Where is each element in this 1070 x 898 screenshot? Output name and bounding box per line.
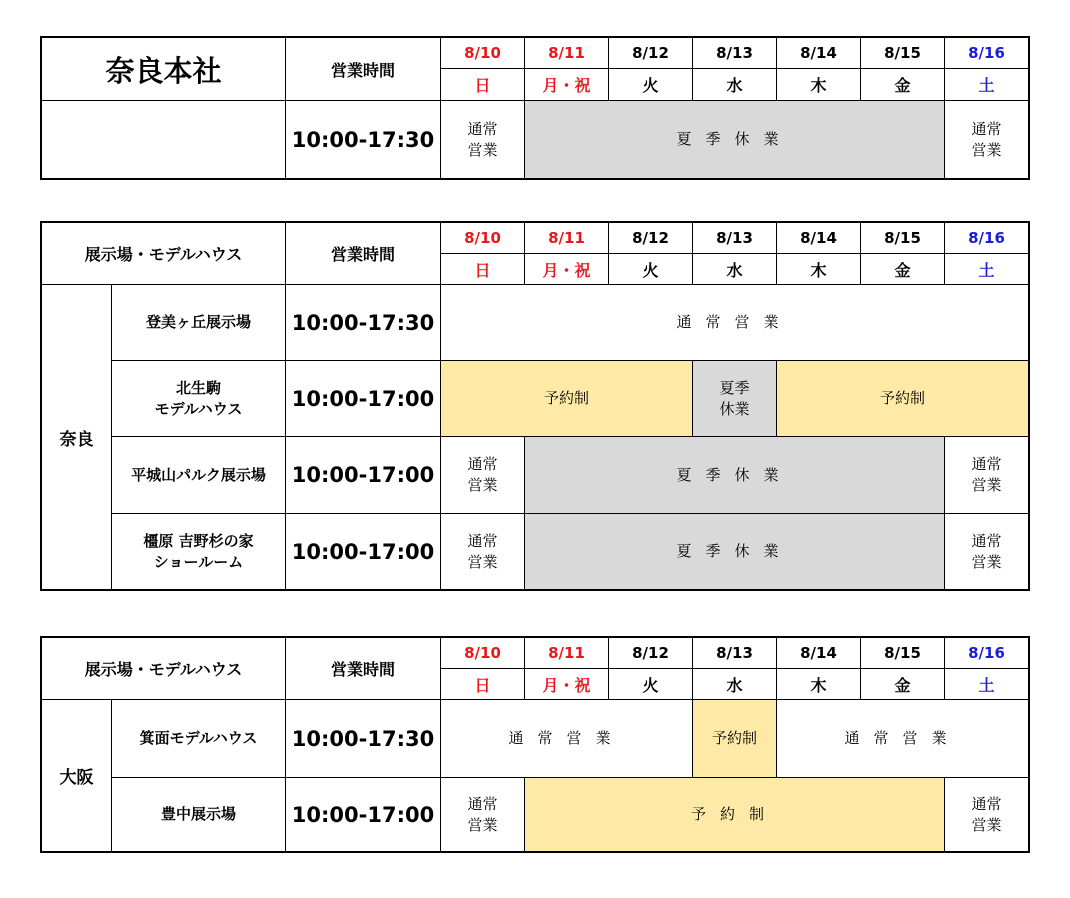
- date-cell: 8/14: [777, 223, 861, 254]
- reservation-status: 予約制: [441, 361, 693, 437]
- weekday-cell: 火: [609, 669, 693, 700]
- date-cell: 8/15: [861, 38, 945, 69]
- normal-status: 通常 営業: [945, 778, 1029, 852]
- weekday-cell: 土: [945, 69, 1029, 101]
- weekday-cell: 木: [777, 254, 861, 285]
- osaka-showroom-table: [41, 637, 1029, 852]
- weekday-cell: 木: [777, 669, 861, 700]
- date-cell: 8/16: [945, 38, 1029, 69]
- date-cell: 8/11: [525, 38, 609, 69]
- weekday-cell: 月・祝: [525, 69, 609, 101]
- office-hours: 10:00-17:30: [286, 101, 441, 179]
- date-cell: 8/13: [693, 38, 777, 69]
- date-cell: 8/15: [861, 638, 945, 669]
- date-cell: 8/11: [525, 638, 609, 669]
- hours-header: 営業時間: [286, 223, 441, 285]
- normal-status: 通常営業: [777, 700, 1029, 778]
- weekday-cell: 火: [609, 254, 693, 285]
- date-cell: 8/14: [777, 38, 861, 69]
- weekday-cell: 日: [441, 254, 525, 285]
- location-name: 登美ヶ丘展示場: [112, 285, 286, 361]
- location-name: 平城山パルク展示場: [112, 437, 286, 514]
- location-hours: 10:00-17:00: [286, 437, 441, 514]
- location-hours: 10:00-17:30: [286, 285, 441, 361]
- office-title-cont: [42, 101, 286, 179]
- summer-closed: 夏季休業: [525, 437, 945, 514]
- weekday-cell: 月・祝: [525, 669, 609, 700]
- normal-status: 通常営業: [441, 700, 693, 778]
- date-cell: 8/10: [441, 638, 525, 669]
- normal-status: 通常 営業: [441, 778, 525, 852]
- date-cell: 8/15: [861, 223, 945, 254]
- normal-status: 通常 営業: [441, 101, 525, 179]
- weekday-cell: 土: [945, 254, 1029, 285]
- location-hours: 10:00-17:00: [286, 778, 441, 852]
- normal-status: 通常 営業: [441, 514, 525, 590]
- weekday-cell: 水: [693, 69, 777, 101]
- location-name: 橿原 吉野杉の家 ショールーム: [112, 514, 286, 590]
- nara-showroom-table: [41, 222, 1029, 590]
- normal-status: 通常 営業: [945, 101, 1029, 179]
- normal-status: 通常 営業: [945, 514, 1029, 590]
- date-cell: 8/16: [945, 223, 1029, 254]
- date-cell: 8/14: [777, 638, 861, 669]
- summer-closed: 夏季休業: [525, 514, 945, 590]
- date-cell: 8/11: [525, 223, 609, 254]
- date-cell: 8/10: [441, 38, 525, 69]
- showroom-header: 展示場・モデルハウス: [42, 223, 286, 285]
- location-hours: 10:00-17:30: [286, 700, 441, 778]
- weekday-cell: 土: [945, 669, 1029, 700]
- region-label: 奈良: [42, 285, 112, 590]
- date-cell: 8/13: [693, 638, 777, 669]
- weekday-cell: 月・祝: [525, 254, 609, 285]
- hours-header: 営業時間: [286, 638, 441, 700]
- showroom-header: 展示場・モデルハウス: [42, 638, 286, 700]
- weekday-cell: 日: [441, 669, 525, 700]
- weekday-cell: 金: [861, 669, 945, 700]
- normal-status: 通常 営業: [441, 437, 525, 514]
- office-title: 奈良本社: [42, 38, 286, 101]
- reservation-status: 予約制: [777, 361, 1029, 437]
- location-name: 箕面モデルハウス: [112, 700, 286, 778]
- date-cell: 8/12: [609, 638, 693, 669]
- location-hours: 10:00-17:00: [286, 514, 441, 590]
- date-cell: 8/10: [441, 223, 525, 254]
- date-cell: 8/16: [945, 638, 1029, 669]
- head-office-table: [41, 37, 1029, 179]
- location-name: 北生駒 モデルハウス: [112, 361, 286, 437]
- weekday-cell: 金: [861, 254, 945, 285]
- normal-status: 通常 営業: [945, 437, 1029, 514]
- summer-closed: 夏季 休業: [693, 361, 777, 437]
- location-hours: 10:00-17:00: [286, 361, 441, 437]
- weekday-cell: 金: [861, 69, 945, 101]
- hours-header: 営業時間: [286, 38, 441, 101]
- region-label: 大阪: [42, 700, 112, 852]
- weekday-cell: 水: [693, 254, 777, 285]
- date-cell: 8/13: [693, 223, 777, 254]
- summer-closed: 夏季休業: [525, 101, 945, 179]
- weekday-cell: 日: [441, 69, 525, 101]
- date-cell: 8/12: [609, 223, 693, 254]
- location-name: 豊中展示場: [112, 778, 286, 852]
- date-cell: 8/12: [609, 38, 693, 69]
- weekday-cell: 水: [693, 669, 777, 700]
- weekday-cell: 火: [609, 69, 693, 101]
- weekday-cell: 木: [777, 69, 861, 101]
- normal-status: 通常営業: [441, 285, 1029, 361]
- reservation-status: 予約制: [693, 700, 777, 778]
- reservation-status: 予約制: [525, 778, 945, 852]
